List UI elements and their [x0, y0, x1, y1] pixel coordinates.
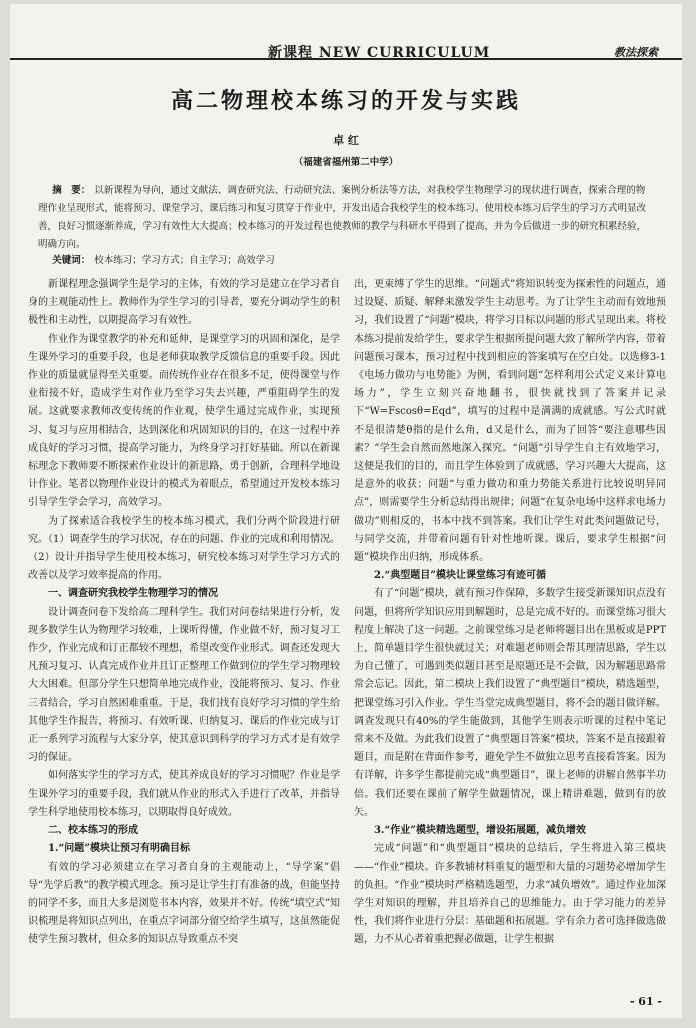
running-header [10, 34, 682, 60]
journal-name: 新课程 NEW CURRICULUM [268, 45, 491, 61]
column-name: 教法探索 [614, 46, 658, 59]
section-heading: 一、调查研究我校学生物理学习的情况 [48, 588, 218, 600]
paragraph: 设计调查问卷下发给高二理科学生。我们对问卷结果进行分析，发现多数学生认为物理学习较难，上课听得懂，作业做不好，预习复习工作少，作业完成和订正都较不理想，希望改变作业形式。调查还发现大凡预习复习、认真完成作业并且订正整理工作做到位的学生学习物理较大大困难。但部分学生只想简单地完成作业，没能将预习、复习、作业三者结合，学习自然困难重重。于是，我们找有良好学习习惯的学生给其他学生作报告，将预习、有效听课、归纳复习、课后的作业完成与订正一系列学习流程与大家分享，使其意识到科学的学习方式才是有效学习的保证。 [28, 606, 340, 764]
subsection-heading: 2.“典型题目”模块让课堂练习有迹可循 [374, 570, 546, 582]
abstract-text: 以新课程为导向，通过文献法、调查研究法、行动研究法、案例分析法等方法，对我校学生物理学习的现状进行调查，探索合理的物理作业呈现形式，能将预习、课堂学习、课后练习和复习贯穿于作业中，开发出适合我校学生的校本练习。使用校本练习后学生的学习方式明显改善，良好习惯逐渐养成，学习有效性大大提高；校本练习的开发过程也使教师的教学与科研水平得到了提高，并为今后做进一步的研究积累经验，明确方向。 [38, 185, 647, 250]
keywords-text: 校本练习；学习方式；自主学习；高效学习 [94, 255, 275, 266]
section-heading: 二、校本练习的形成 [48, 825, 138, 837]
abstract-label: 摘 要： [52, 185, 91, 196]
subsection-heading: 3.“作业”模块精选题型，增设拓展题，减负增效 [374, 825, 586, 837]
article-title: 高二物理校本练习的开发与实践 [170, 88, 521, 114]
page-number: - 61 - [629, 995, 662, 1008]
paragraph: 完成“问题”和“典型题目”模块的总结后，学生将进入第三模块——“作业”模块。许多教辅材料重复的题型和大量的习题势必增加学生的负担。“作业”模块时严格精选题型，力求“减负增效”。通过作业加深学生对知识的理解，并且培养自己的思维能力。由于学习能力的差异性，我们将作业进行分层：基础题和拓展题。学有余力者可选择做选做题，力不从心者着重把握必做题，让学生根据 [354, 843, 666, 946]
author-affiliation: （福建省福州第二中学） [293, 157, 399, 168]
article-author: 卓 红 [333, 134, 359, 147]
paragraph: 作业作为课堂教学的补充和延伸，是课堂学习的巩固和深化，是学生课外学习的重要手段，也是老师获取教学反馈信息的重要手段。因此作业的质量就显得至关重要。而传统作业存在很多不足，使得课堂与作业衔接不好，造成学生对作业乃至学习失去兴趣，严重阻碍学生的发展。这就要求教师改变传统的作业观，使学生通过完成作业，实现预习、复习与应用相结合，达到深化和巩固知识的目的，在这一过程中养成良好的学习习惯，提高学习能力，为终身学习打好基础。所以在新课标理念下教师要不断探索作业设计的新思路，勇于创新，合理科学地设计作业。笔者以物理作业设计的模式为着眼点，希望通过开发校本练习引导学生学会学习，高效学习。 [28, 333, 340, 509]
left-column [28, 276, 340, 950]
paragraph: 有了“问题”模块，就有预习作保障，多数学生接受新课知识点没有问题，但将所学知识应用到解题时，总是完成不好的。而课堂练习很大程度上解决了这一问题。之前课堂练习是老师将题目出在黑板或是PPT上，简单题目学生很快就过关；对难题老师则会帮其理清思路，学生以为自己懂了，可遇到类似题目甚至是原题还是不会做，因为解题思路常常会忘记。因此，第二模块上我们设置了“典型题目”模块，精选题型，把课堂练习引入作业。学生当堂完成典型题目，将不会的题目做详解。调查发现只有40%的学生能做到，其他学生则表示听课的过程中笔记常来不及做。为此我们设置了“典型题目答案”模块，答案不是直接跟着题目，而是附在背面作参考，避免学生不做独立思考直接看答案。因为有详解，许多学生都提前完成“典型题目”，课上老师的讲解自然事半功倍。我们还要在课前了解学生做题情况，课上精讲难题，做到有的放矢。 [354, 588, 666, 818]
keywords-label: 关键词： [52, 255, 91, 266]
paragraph: 出，更束缚了学生的思维。“问题式”将知识转变为探索性的问题点，通过设疑、质疑、解释来激发学生主动思考。为了让学生主动而有效地预习，我们设置了“问题”模块，将学习目标以问题的形式呈现出来。将校本练习提前发给学生，要求学生根据所提问题大致了解所学内容，带着问题预习课本，预习过程中找到相应的答案填写在空白处。以选修3-1《电场力做功与电势能》为例，看到问题“怎样利用公式定义来计算电场力”，学生立刻兴奋地翻书，很快就找到了答案并记录下“W=Fscosθ=Eqd”，填写的过程中是满满的成就感。写公式时就不是很清楚θ指的是什么角，d又是什么，而为了回答“要注意哪些因素？”学生会自然而然地深入探究。“问题”引导学生自主有效地学习，这便是我们的目的，而且学生体验到了成就感，学习兴趣大大提高，这是意外的收获；问题“与重力做功和重力势能关系进行比较说明异同点”，则需要学生分析总结得出规律；问题“在复杂电场中这样求电场力做功”则相反的，书本中找不到答案。我们让学生对此类问题做记号，与同学交流，并带着问题有针对性地听课。课后，要求学生根据“问题”模块作出归纳，形成体系。 [354, 279, 666, 564]
paragraph: 新课程理念强调学生是学习的主体，有效的学习是建立在学习者自身的主观能动性上。教师作为学生学习的引导者，要充分调动学生的积极性和主动性，以期提高学习有效性。 [28, 279, 340, 327]
subsection-heading: 1.“问题”模块让预习有明确目标 [48, 843, 190, 855]
paragraph: 为了探索适合我校学生的校本练习模式，我们分两个阶段进行研究。（1）调查学生的学习状况，存在的问题、作业的完成和利用情况。（2）设计并指导学生使用校本练习，研究校本练习对学生学习方式的改善以及学习效率提高的作用。 [28, 515, 340, 582]
paragraph: 有效的学习必须建立在学习者自身的主观能动上，“导学案”倡导“先学后教”的教学模式理念。预习是让学生打有准备的战，但能坚持的同学不多，而且大多是浏览书本内容，效果并不好。传统“填空式”知识梳理是将知识点列出，在重点字词部分留空给学生填写，这虽然能促使学生预习教材，但众多的知识点导致重点不突 [28, 861, 340, 946]
paragraph: 如何落实学生的学习方式，使其养成良好的学习习惯呢？作业是学生课外学习的重要手段，我们就从作业的形式入手进行了改革，并指导学生科学地使用校本练习，以期取得良好成效。 [28, 770, 340, 818]
keywords [38, 252, 654, 270]
abstract [38, 182, 654, 254]
right-column [354, 276, 666, 950]
journal-page [10, 4, 682, 1018]
